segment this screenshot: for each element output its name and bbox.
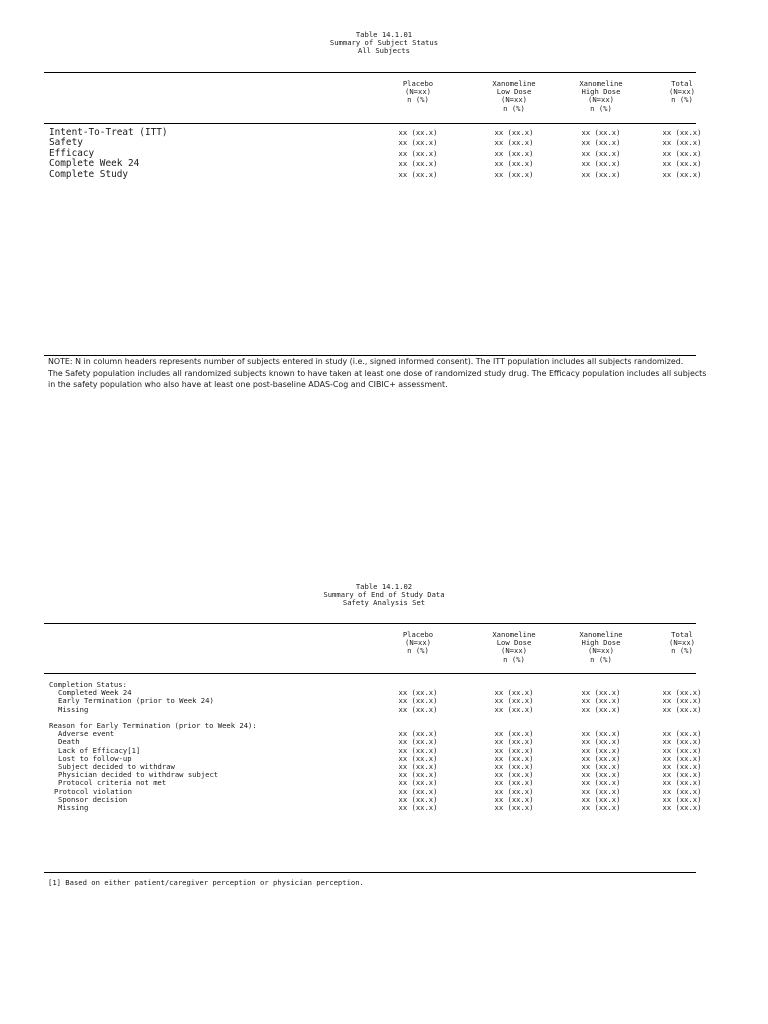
row-label: Protocol criteria not met (58, 778, 167, 788)
cell-value: xx (xx.x) (398, 753, 438, 763)
column-header-line: (N=xx) (669, 638, 695, 648)
table1-title-line: All Subjects (358, 46, 410, 56)
table2-title-line: Table 14.1.02 (355, 582, 413, 591)
column-header-line: (N=xx) (588, 646, 614, 656)
table1-title-line: Table 14.1.01 (355, 30, 413, 39)
cell-value: xx (xx.x) (662, 148, 702, 158)
cell-value: xx (xx.x) (581, 745, 621, 755)
cell-value: xx (xx.x) (494, 762, 534, 771)
cell-value: xx (xx.x) (494, 803, 534, 812)
column-header-total (637, 80, 727, 105)
table-row (0, 706, 768, 714)
cell-value: xx (xx.x) (398, 737, 438, 747)
cell-value: xx (xx.x) (581, 778, 621, 788)
table-row (0, 128, 768, 138)
cell-value: xx (xx.x) (662, 770, 702, 780)
column-header-low-dose (469, 80, 559, 113)
cell-value: xx (xx.x) (494, 696, 534, 706)
cell-value: xx (xx.x) (581, 729, 621, 739)
cell-value: xx (xx.x) (494, 753, 534, 763)
row-label: Early Termination (prior to Week 24) (58, 696, 214, 706)
cell-value: xx (xx.x) (662, 729, 702, 739)
table2-title (0, 583, 768, 608)
column-header-line: (N=xx) (405, 638, 431, 648)
cell-value: xx (xx.x) (581, 770, 621, 780)
cell-value: xx (xx.x) (494, 786, 534, 796)
table-row (0, 138, 768, 148)
table2-title-line: Safety Analysis Set (342, 598, 426, 608)
row-label: Protocol violation (54, 786, 132, 796)
note-line: in the safety population who also have at least one post-baseline ADAS-Cog and CIBIC+ assessment. (48, 380, 448, 390)
column-header-line: (N=xx) (669, 87, 695, 97)
cell-value: xx (xx.x) (494, 778, 534, 788)
cell-value: xx (xx.x) (662, 778, 702, 788)
cell-value: xx (xx.x) (398, 169, 438, 179)
cell-value: xx (xx.x) (581, 169, 621, 179)
cell-value: xx (xx.x) (581, 704, 621, 714)
cell-value: xx (xx.x) (494, 704, 534, 714)
cell-value: xx (xx.x) (398, 729, 438, 739)
section-heading: Completion Status: (49, 680, 127, 689)
cell-value: xx (xx.x) (581, 138, 621, 148)
cell-value: xx (xx.x) (581, 688, 621, 698)
row-label: Complete Study (49, 168, 129, 180)
row-label: Completed Week 24 (58, 688, 132, 698)
table1-header-rule (44, 123, 696, 124)
table-row (0, 804, 768, 812)
row-label: Subject decided to withdraw (58, 762, 175, 771)
table1-title-line: Summary of Subject Status (329, 38, 439, 48)
table-row (0, 796, 768, 804)
cell-value: xx (xx.x) (398, 786, 438, 796)
column-header-line: (N=xx) (588, 95, 614, 105)
cell-value: xx (xx.x) (398, 148, 438, 158)
row-label: Lost to follow-up (58, 753, 132, 763)
row-label: Efficacy (49, 147, 95, 159)
row-label: Missing (58, 803, 89, 812)
row-label: Safety (49, 137, 83, 149)
table2-title-line: Summary of End of Study Data (323, 590, 445, 600)
cell-value: xx (xx.x) (398, 696, 438, 706)
cell-value: xx (xx.x) (398, 704, 438, 714)
column-header-low-dose (469, 631, 559, 664)
cell-value: xx (xx.x) (581, 762, 621, 771)
cell-value: xx (xx.x) (398, 128, 438, 137)
row-label: Missing (58, 704, 89, 714)
table2-footnote: [1] Based on either patient/caregiver perception or physician perception. (48, 878, 364, 887)
column-header-line: Total (671, 630, 693, 639)
column-header-line: n (%) (671, 646, 693, 656)
section-heading: Reason for Early Termination (prior to Week 24): (49, 721, 257, 730)
column-header-line: n (%) (407, 95, 429, 105)
cell-value: xx (xx.x) (581, 786, 621, 796)
cell-value: xx (xx.x) (398, 794, 438, 804)
column-header-line: Xanomeline (492, 79, 536, 88)
column-header-line: Xanomeline (492, 630, 536, 639)
row-label: Death (58, 737, 80, 747)
column-header-line: n (%) (671, 95, 693, 105)
column-header-line: High Dose (581, 87, 621, 97)
column-header-placebo (373, 631, 463, 656)
cell-value: xx (xx.x) (662, 696, 702, 706)
column-header-line: n (%) (590, 103, 612, 113)
row-label: Physician decided to withdraw subject (58, 770, 219, 780)
table-row (0, 697, 768, 705)
column-header-line: n (%) (407, 646, 429, 656)
cell-value: xx (xx.x) (494, 148, 534, 158)
column-header-line: Xanomeline (579, 630, 623, 639)
cell-value: xx (xx.x) (662, 138, 702, 148)
column-header-line: Low Dose (496, 87, 532, 97)
cell-value: xx (xx.x) (494, 737, 534, 747)
cell-value: xx (xx.x) (581, 753, 621, 763)
row-label: Complete Week 24 (49, 158, 140, 170)
cell-value: xx (xx.x) (581, 737, 621, 747)
cell-value: xx (xx.x) (662, 786, 702, 796)
cell-value: xx (xx.x) (398, 778, 438, 788)
note-line: The Safety population includes all randomized subjects known to have taken at least one dose of randomized study drug. The Efficacy population includes all subjects (48, 368, 707, 378)
cell-value: xx (xx.x) (494, 138, 534, 148)
table1-note (48, 356, 708, 391)
column-header-placebo (373, 80, 463, 105)
cell-value: xx (xx.x) (398, 138, 438, 148)
table2-top-rule (44, 623, 696, 624)
cell-value: xx (xx.x) (662, 745, 702, 755)
cell-value: xx (xx.x) (581, 128, 621, 137)
column-header-line: n (%) (503, 103, 525, 113)
cell-value: xx (xx.x) (494, 745, 534, 755)
cell-value: xx (xx.x) (494, 770, 534, 780)
cell-value: xx (xx.x) (581, 159, 621, 169)
column-header-line: Placebo (402, 630, 434, 639)
cell-value: xx (xx.x) (662, 704, 702, 714)
cell-value: xx (xx.x) (662, 803, 702, 812)
cell-value: xx (xx.x) (398, 803, 438, 812)
table-row (0, 730, 768, 738)
column-header-line: Xanomeline (579, 79, 623, 88)
table-row (0, 170, 768, 180)
row-label: Lack of Efficacy[1] (58, 745, 141, 755)
column-header-high-dose (556, 631, 646, 664)
cell-value: xx (xx.x) (494, 729, 534, 739)
cell-value: xx (xx.x) (398, 770, 438, 780)
cell-value: xx (xx.x) (581, 696, 621, 706)
cell-value: xx (xx.x) (662, 159, 702, 169)
cell-value: xx (xx.x) (662, 688, 702, 698)
table2-header-rule (44, 673, 696, 674)
column-header-high-dose (556, 80, 646, 113)
column-header-line: n (%) (503, 654, 525, 664)
cell-value: xx (xx.x) (662, 169, 702, 179)
cell-value: xx (xx.x) (581, 803, 621, 812)
cell-value: xx (xx.x) (662, 794, 702, 804)
column-header-line: n (%) (590, 654, 612, 664)
cell-value: xx (xx.x) (398, 159, 438, 169)
cell-value: xx (xx.x) (494, 794, 534, 804)
cell-value: xx (xx.x) (662, 737, 702, 747)
cell-value: xx (xx.x) (494, 159, 534, 169)
table2-bottom-rule (44, 872, 696, 873)
cell-value: xx (xx.x) (662, 128, 702, 137)
row-label: Intent-To-Treat (ITT) (49, 127, 168, 138)
table1-title (0, 31, 768, 56)
cell-value: xx (xx.x) (494, 128, 534, 137)
column-header-line: (N=xx) (501, 646, 527, 656)
cell-value: xx (xx.x) (398, 762, 438, 771)
cell-value: xx (xx.x) (398, 745, 438, 755)
column-header-line: High Dose (581, 638, 621, 648)
column-header-line: Low Dose (496, 638, 532, 648)
cell-value: xx (xx.x) (494, 688, 534, 698)
column-header-line: Placebo (402, 79, 434, 88)
section-heading-row (0, 722, 768, 730)
cell-value: xx (xx.x) (581, 148, 621, 158)
column-header-line: Total (671, 79, 693, 88)
cell-value: xx (xx.x) (662, 753, 702, 763)
cell-value: xx (xx.x) (662, 762, 702, 771)
column-header-total (637, 631, 727, 656)
cell-value: xx (xx.x) (398, 688, 438, 698)
row-label: Adverse event (58, 729, 115, 739)
row-label: Sponsor decision (58, 794, 128, 804)
column-header-line: (N=xx) (501, 95, 527, 105)
cell-value: xx (xx.x) (581, 794, 621, 804)
note-line: NOTE: N in column headers represents number of subjects entered in study (i.e., signed informed consent). The ITT population includes all subjects randomized. (48, 357, 684, 366)
cell-value: xx (xx.x) (494, 169, 534, 179)
table1-top-rule (44, 72, 696, 73)
column-header-line: (N=xx) (405, 87, 431, 97)
